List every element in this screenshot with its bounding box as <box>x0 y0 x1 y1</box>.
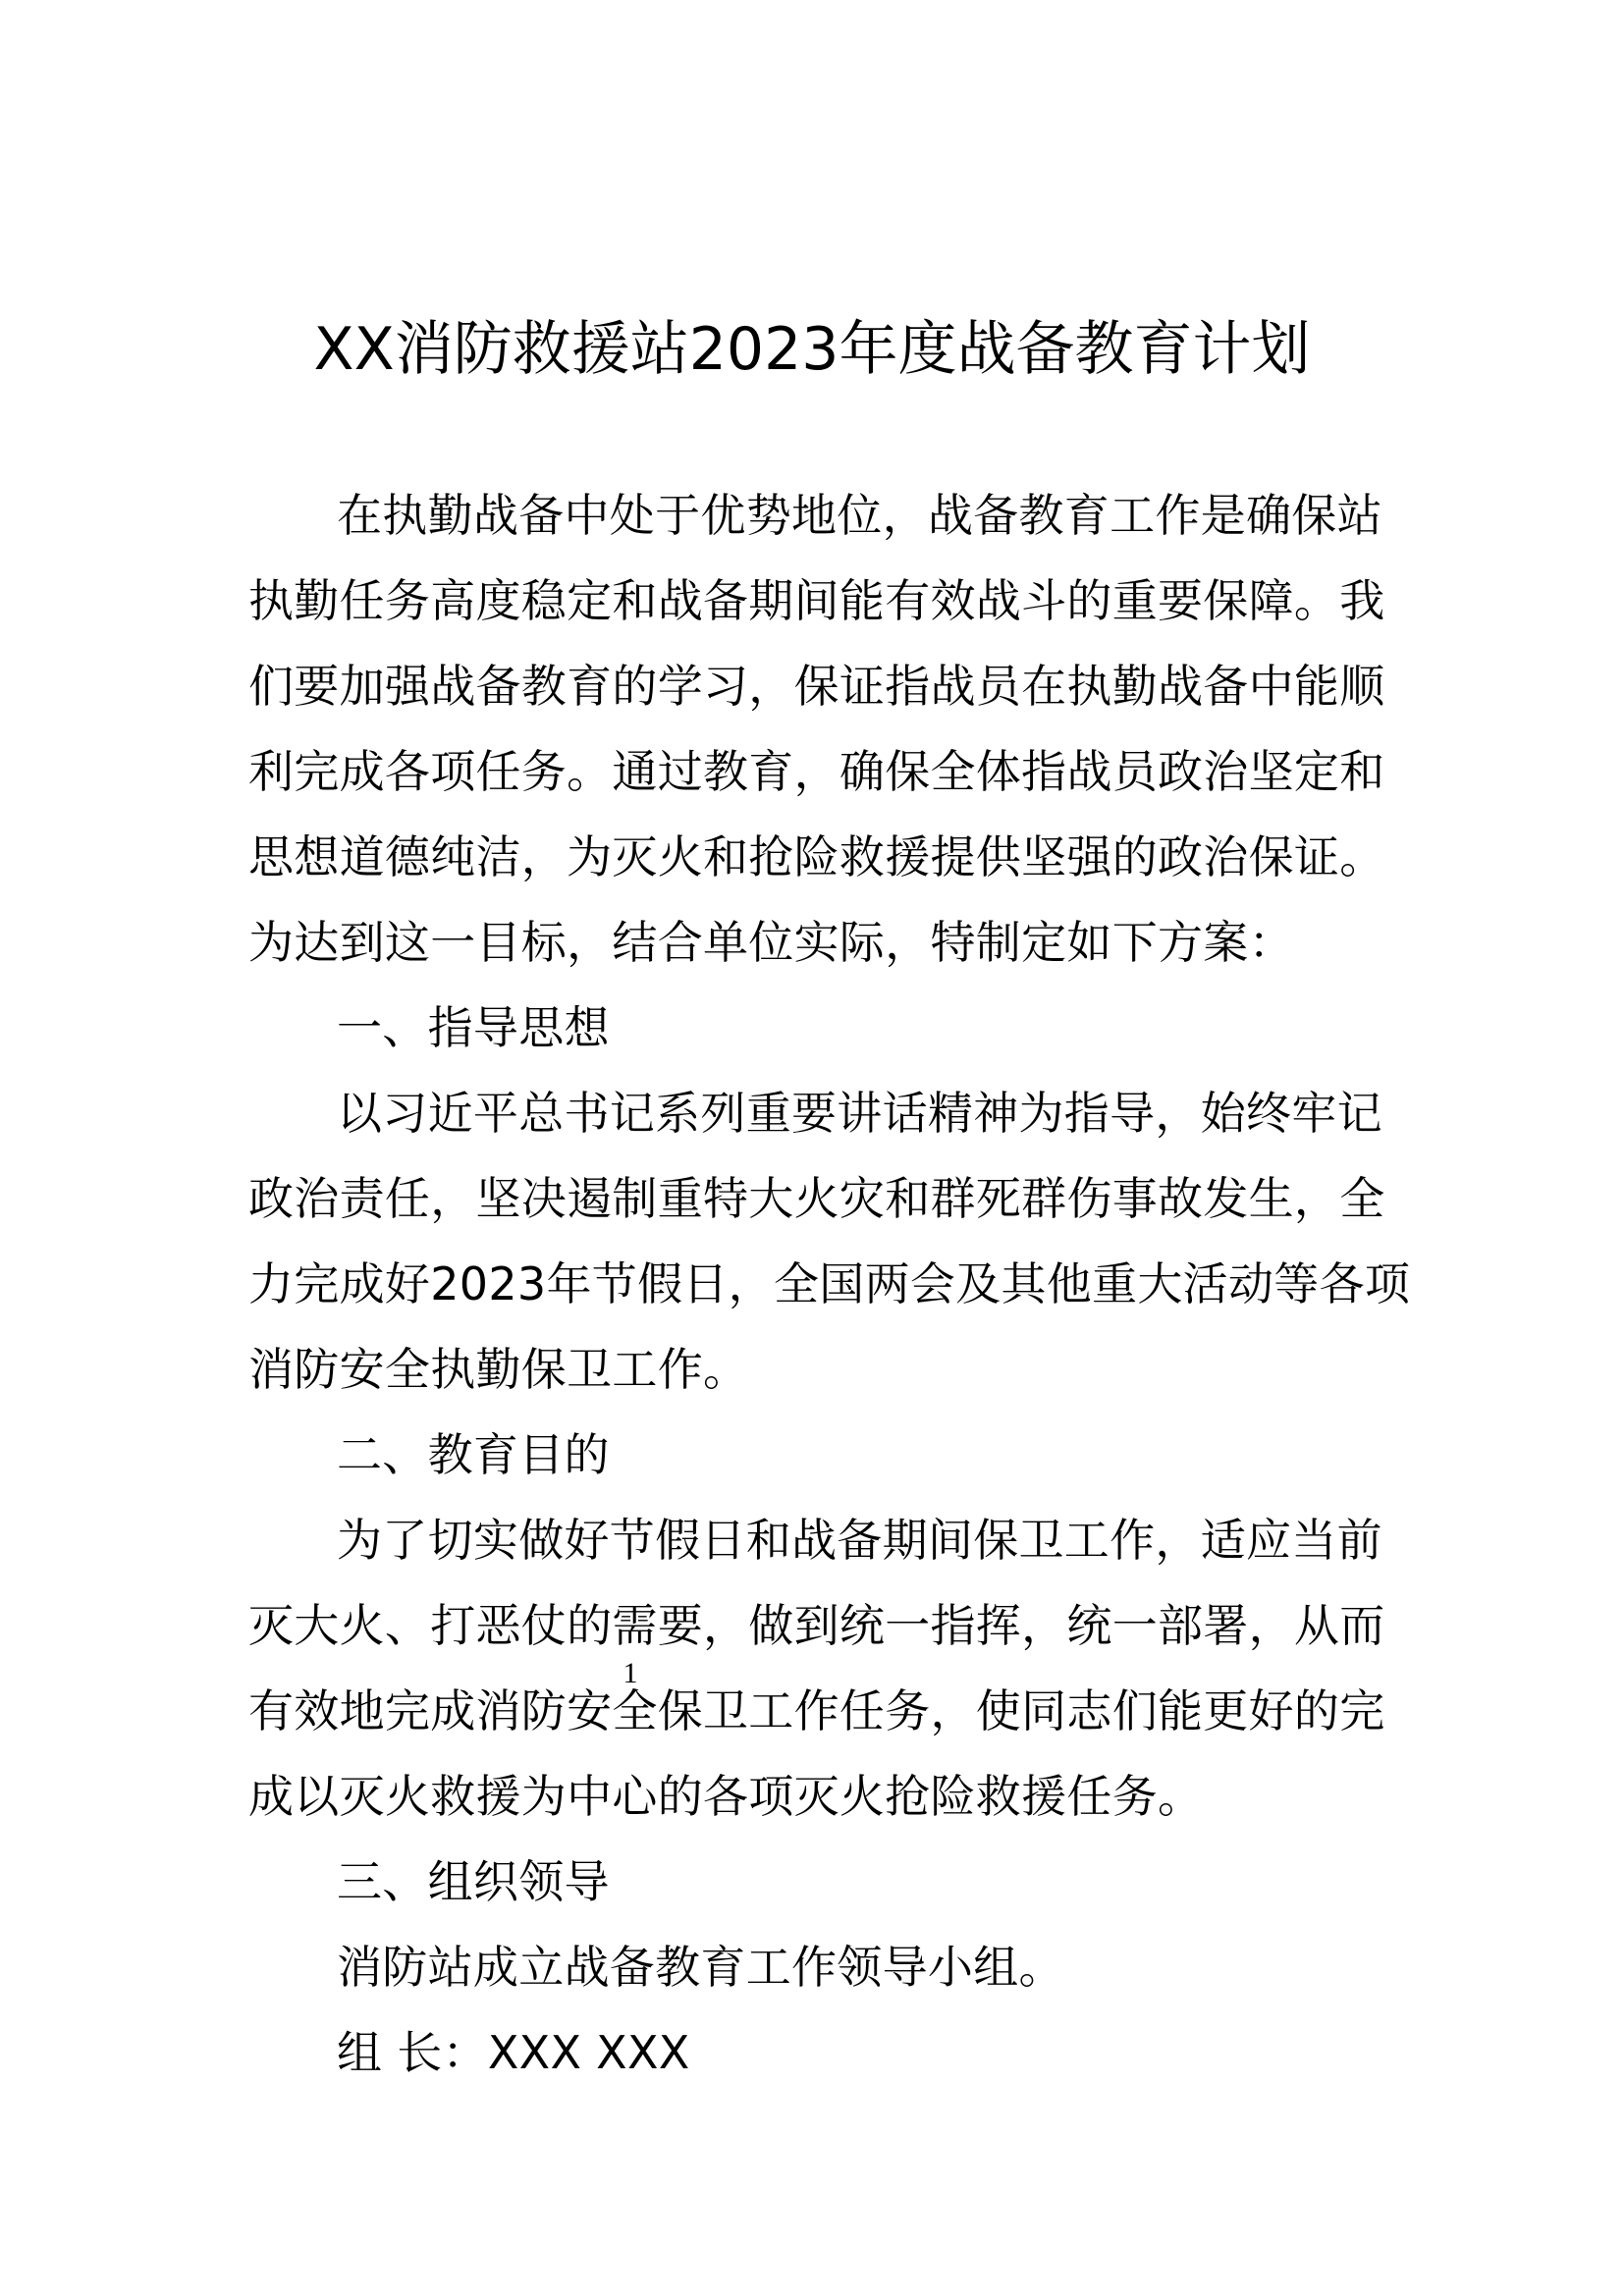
text-line: 力完成好2023年节假日，全国两会及其他重大活动等各项 <box>248 1257 1411 1310</box>
text-line: 组 长：XXX XXX <box>337 2026 690 2079</box>
text-line: 一、指导思想 <box>337 1001 610 1054</box>
text-line: 执勤任务高度稳定和战备期间能有效战斗的重要保障。我 <box>248 574 1385 627</box>
text-line: 利完成各项任务。通过教育，确保全体指战员政治坚定和 <box>248 745 1385 798</box>
text-line: 消防站成立战备教育工作领导小组。 <box>337 1941 1064 1994</box>
text-line: 政治责任，坚决遏制重特大火灾和群死群伤事故发生，全 <box>248 1172 1385 1225</box>
document-title: XX消防救援站2023年度战备教育计划 <box>313 315 1311 384</box>
page-number: 1 <box>623 1657 638 1689</box>
text-line: 以习近平总书记系列重要讲话精神为指导，始终牢记 <box>337 1087 1382 1140</box>
text-line: 思想道德纯洁，为灭火和抢险救援提供坚强的政治保证。 <box>248 830 1385 883</box>
text-line: 二、教育目的 <box>337 1428 610 1481</box>
text-line: 在执勤战备中处于优势地位，战备教育工作是确保站 <box>337 489 1382 542</box>
text-line: 为了切实做好节假日和战备期间保卫工作，适应当前 <box>337 1514 1382 1567</box>
text-line: 们要加强战备教育的学习，保证指战员在执勤战备中能顺 <box>248 660 1385 713</box>
document-body <box>248 473 1411 2096</box>
text-line: 成以灭火救援为中心的各项灭火抢险救援任务。 <box>248 1770 1204 1823</box>
text-line: 消防安全执勤保卫工作。 <box>248 1343 749 1396</box>
text-line: 灭大火、打恶仗的需要，做到统一指挥，统一部署，从而 <box>248 1599 1385 1652</box>
text-line: 为达到这一目标，结合单位实际，特制定如下方案： <box>248 916 1294 969</box>
text-line: 有效地完成消防安全保卫工作任务，使同志们能更好的完 <box>248 1684 1385 1737</box>
text-line: 三、组织领导 <box>337 1855 610 1908</box>
